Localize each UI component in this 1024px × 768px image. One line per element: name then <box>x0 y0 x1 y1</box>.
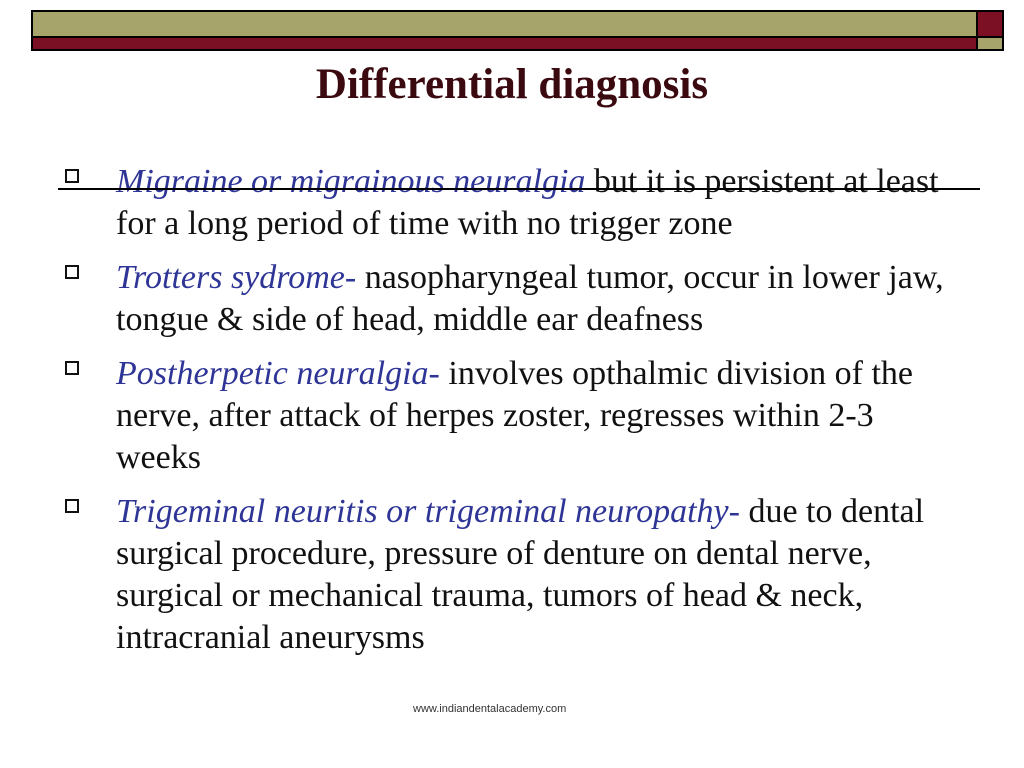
square-bullet-icon <box>65 169 79 183</box>
square-bullet-icon <box>65 265 79 279</box>
bullet-list <box>60 161 960 671</box>
bullet-text: but it is persistent at least for a long period of time with no trigger zone <box>116 163 939 242</box>
bullet-term: Trigeminal neuritis or trigeminal neuropathy- <box>116 493 740 530</box>
bullet-text: involves opthalmic division of the nerve, after attack of herpes zoster, regresses within 2-3 weeks <box>116 355 914 476</box>
header-band-maroon <box>31 38 978 51</box>
corner-block-olive <box>978 38 1004 51</box>
bullet-term: Trotters sydrome- <box>116 259 357 296</box>
square-bullet-icon <box>65 361 79 375</box>
bullet-term: Migraine or migrainous neuralgia <box>116 163 586 200</box>
square-bullet-icon <box>65 499 79 513</box>
bullet-item-trotters <box>60 257 960 341</box>
corner-block-maroon <box>978 10 1004 38</box>
bullet-item-postherpetic <box>60 353 960 479</box>
bullet-text: due to dental surgical procedure, pressure of denture on dental nerve, surgical or mechanical trauma, tumors of head & neck, intracranial aneurysms <box>116 493 925 656</box>
slide-title: Differential diagnosis <box>315 61 709 108</box>
horizontal-rule <box>58 188 980 190</box>
bullet-term: Postherpetic neuralgia- <box>116 355 440 392</box>
bullet-item-migraine <box>60 161 960 245</box>
bullet-text: nasopharyngeal tumor, occur in lower jaw, tongue & side of head, middle ear deafness <box>116 259 944 338</box>
header-band-olive <box>31 10 978 38</box>
watermark: www.indiandentalacademy.com <box>413 703 567 715</box>
bullet-item-trigeminal <box>60 491 960 659</box>
